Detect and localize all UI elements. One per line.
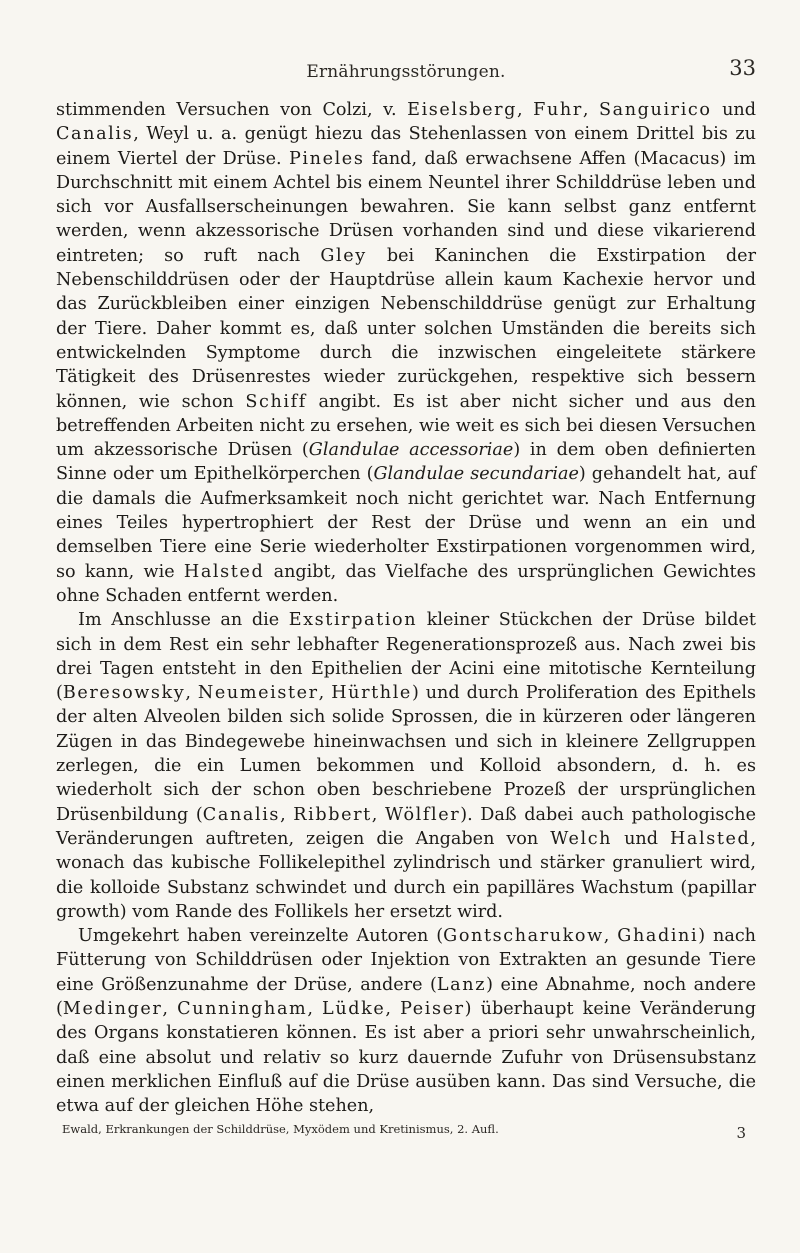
footnote: Ewald, Erkrankungen der Schilddrüse, Myxödem und Kretinismus, 2. Aufl. bbox=[62, 1122, 499, 1137]
text-run: ). Daß dabei auch pathologische Veränderungen auftreten, zeigen die Angaben von bbox=[56, 804, 757, 849]
author-name: Sanguirico bbox=[598, 100, 712, 120]
text-run: , bbox=[371, 804, 385, 825]
author-name: Exstirpation bbox=[288, 610, 418, 631]
author-name: Halsted bbox=[183, 561, 265, 582]
author-name: Eiselsberg bbox=[407, 100, 518, 120]
paragraph bbox=[56, 924, 756, 1118]
author-name: Fuhr bbox=[533, 100, 583, 120]
author-name: Canalis bbox=[56, 124, 134, 145]
page-header bbox=[56, 52, 756, 98]
latin-term: Glandulae secundariae bbox=[373, 464, 579, 485]
paragraph bbox=[56, 98, 756, 608]
text-run: , bbox=[307, 998, 323, 1019]
text-run: und bbox=[711, 100, 757, 120]
text-run: ) in dem oben definierten Sinne oder um Epithelkörperchen ( bbox=[56, 440, 756, 485]
author-name: Lüdke bbox=[322, 998, 386, 1019]
text-run: , bbox=[280, 804, 294, 825]
text-run: , bbox=[318, 683, 332, 704]
text-run: bei Kaninchen die Exstirpation der Nebenschilddrüsen oder der Hauptdrüse allein kaum Kachexie hervor und das Zurückbleiben einer einzigen Nebenschilddrüse genügt zur Erhaltung der Tiere. Daher kommt es, daß unter solchen Umständen die bereits sich entwickelnden Symptome durch die inzwischen eingeleitete stärkere Tätigkeit des Drüsenrestes wieder zurückgehen, respektive sich bessern können, wie schon bbox=[56, 245, 756, 412]
text-run: ) eine Abnahme, noch andere ( bbox=[56, 974, 756, 1019]
page-footer bbox=[56, 1120, 756, 1142]
body-text bbox=[56, 98, 756, 1118]
paragraph bbox=[56, 608, 756, 924]
author-name: Cunningham bbox=[177, 998, 308, 1019]
text-run: , bbox=[162, 998, 178, 1019]
page-number: 33 bbox=[729, 56, 756, 80]
author-name: Gontscharukow bbox=[443, 926, 604, 947]
book-page bbox=[56, 52, 756, 1142]
text-run: , Weyl u. a. genügt hiezu das Stehenlassen von einem Drittel bis zu einem Viertel der Drüse. bbox=[56, 124, 756, 169]
text-run: angibt, das Vielfache des ursprünglichen Gewichtes ohne Schaden entfernt werden. bbox=[56, 561, 757, 606]
latin-term: Glandulae accessoriae bbox=[308, 440, 514, 461]
author-name: Ribbert bbox=[293, 804, 372, 825]
text-run: kleiner Stückchen der Drüse bildet sich in dem Rest ein sehr lebhafter Regenerationsprozeß aus. Nach zwei bis drei Tagen entsteht in den Epithelien der Acini eine mitotische Kernteilung ( bbox=[56, 610, 756, 704]
author-name: Gley bbox=[320, 245, 367, 266]
author-name: Neumeister bbox=[197, 683, 319, 704]
author-name: Peiser bbox=[400, 998, 465, 1019]
author-name: Wölfler bbox=[384, 804, 461, 825]
author-name: Canalis bbox=[202, 804, 281, 825]
running-title: Ernährungsstörungen. bbox=[306, 62, 506, 82]
author-name: Hürthle bbox=[331, 683, 412, 704]
text-run: und bbox=[612, 828, 670, 849]
text-run: ) und durch Proliferation des Epithels der alten Alveolen bilden sich solide Sprossen, die in kürzeren oder längeren Zügen in das Bindegewebe hineinwachsen und sich in kleinere Zellgruppen zerlegen, die ein Lumen bekommen und Kolloid absondern, d. h. es wiederholt sich der schon oben beschriebene Prozeß der ursprünglichen Drüsenbildung ( bbox=[56, 683, 757, 825]
text-run: stimmenden Versuchen von Colzi, v. bbox=[56, 100, 408, 120]
author-name: Lanz bbox=[436, 974, 487, 995]
author-name: Medinger bbox=[62, 998, 163, 1019]
text-run: ) nach Fütterung von Schilddrüsen oder Injektion von Extrakten an gesunde Tiere eine Größenzunahme der Drüse, andere ( bbox=[56, 926, 757, 995]
signature-mark: 3 bbox=[736, 1124, 746, 1143]
author-name: Schiff bbox=[245, 391, 307, 412]
text-run: , wonach das kubische Follikelepithel zylindrisch und stärker granuliert wird, die kolloide Substanz schwindet und durch ein papilläres Wachstum (papillar growth) vom Rande des Follikels her ersetzt wird. bbox=[56, 828, 756, 922]
author-name: Ghadini bbox=[617, 926, 699, 947]
text-run: Umgekehrt haben vereinzelte Autoren ( bbox=[78, 926, 444, 947]
text-run: Im Anschlusse an die bbox=[78, 610, 289, 631]
text-run: ) überhaupt keine Veränderung des Organs konstatieren können. Es ist aber a priori sehr unwahrscheinlich, daß eine absolut und relativ so kurz dauernde Zufuhr von Drüsensubstanz einen merklichen Einfluß auf die Drüse ausüben kann. Das sind Versuche, die etwa auf der gleichen Höhe stehen, bbox=[56, 998, 756, 1117]
author-name: Welch bbox=[550, 828, 613, 849]
author-name: Beresowsky bbox=[62, 683, 186, 704]
text-run: , bbox=[582, 100, 599, 120]
text-run: fand, daß erwachsene Affen (Macacus) im Durchschnitt mit einem Achtel bis einem Neuntel ihrer Schilddrüse leben und sich vor Ausfallserscheinungen bewahren. Sie kann selbst ganz entfernt werden, wenn akzessorische Drüsen vorhanden sind und diese vikarierend eintreten; so ruft nach bbox=[56, 148, 756, 266]
author-name: Pineles bbox=[288, 148, 365, 169]
text-run: , bbox=[185, 683, 198, 704]
text-run: ) gehandelt hat, auf die damals die Aufmerksamkeit noch nicht gerichtet war. Nach Entfernung eines Teiles hypertrophiert der Rest der Drüse und wenn an ein und demselben Tiere eine Serie wiederholter Exstirpationen vorgenommen wird, so kann, wie bbox=[56, 464, 756, 582]
text-run: , bbox=[517, 100, 534, 120]
text-run: angibt. Es ist aber nicht sicher und aus den betreffenden Arbeiten nicht zu ersehen, wie weit es sich bei diesen Versuchen um akzessorische Drüsen ( bbox=[56, 391, 756, 461]
author-name: Halsted bbox=[669, 828, 751, 849]
text-run: , bbox=[385, 998, 401, 1019]
text-run: , bbox=[603, 926, 618, 947]
